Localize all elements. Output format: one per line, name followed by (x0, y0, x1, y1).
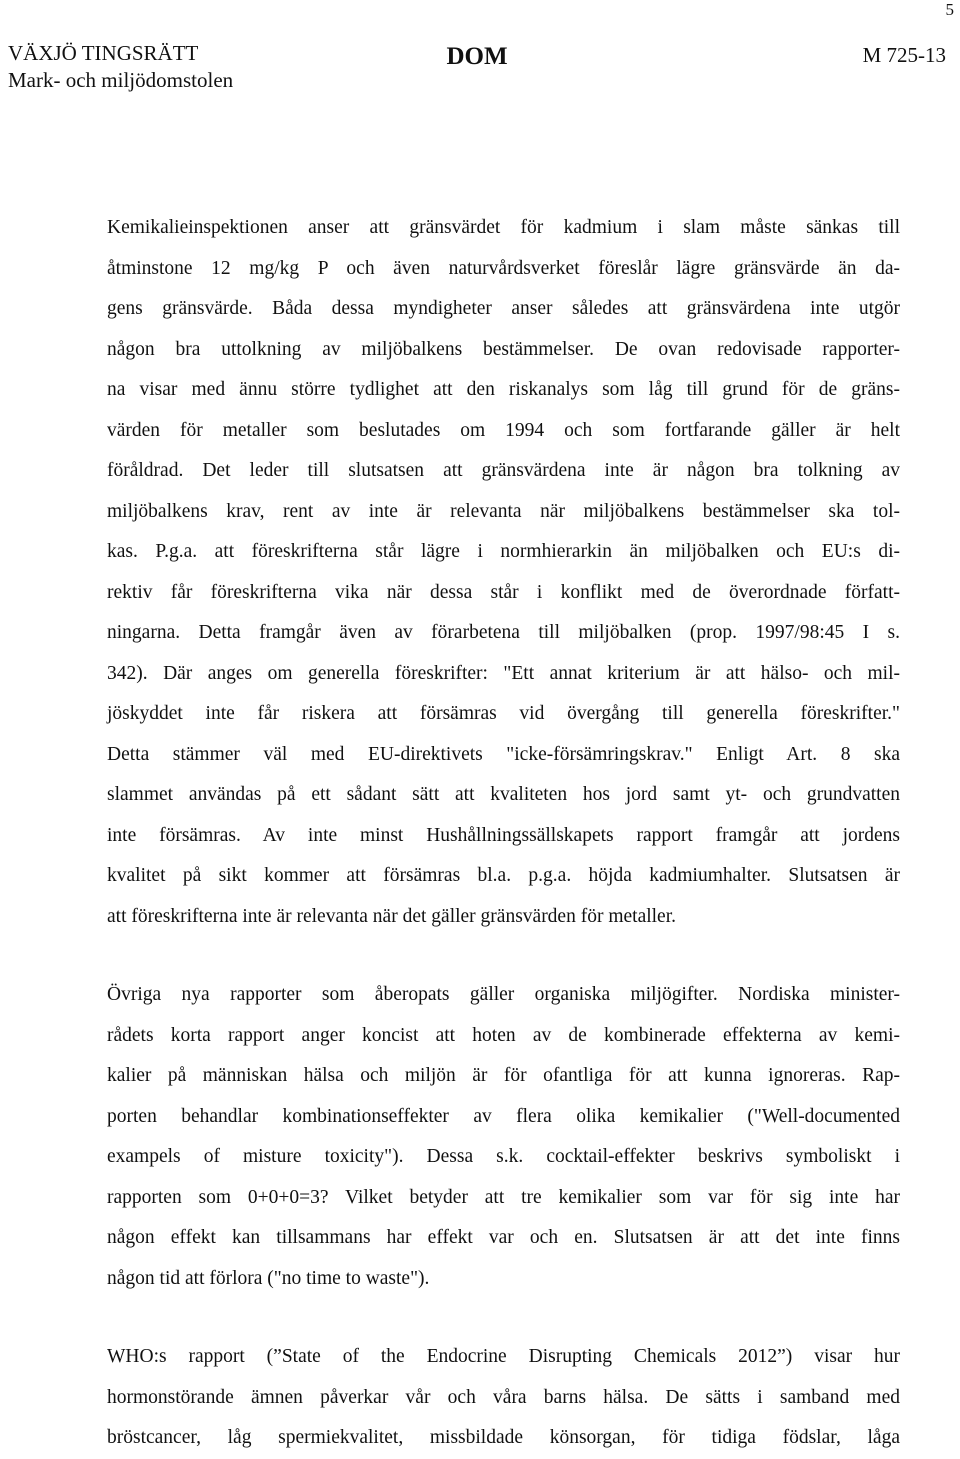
text-line: miljöbalkens krav, rent av inte är relevanta när miljöbalkens bestämmelser ska tol- (107, 500, 900, 522)
document-type: DOM (446, 43, 508, 70)
text-line: Detta stämmer väl med EU-direktivets "icke-försämringskrav." Enligt Art. 8 ska (107, 743, 900, 765)
text-line: någon tid att förlora ("no time to waste"). (107, 1267, 430, 1289)
text-line: WHO:s rapport (”State of the Endocrine Disrupting Chemicals 2012”) visar hur (107, 1346, 900, 1367)
text-line: kalier på människan hälsa och miljön är för ofantliga för att kunna ignoreras. Rap- (107, 1065, 900, 1086)
text-line: ningarna. Detta framgår även av förarbetena till miljöbalken (prop. 1997/98:45 I s. (107, 622, 900, 643)
text-line: rådets korta rapport anger koncist att hoten av de kombinerade effekterna av kemi- (107, 1024, 900, 1046)
case-number: M 725-13 (862, 43, 946, 67)
text-line: Övriga nya rapporter som åberopats gäller organiska miljögifter. Nordiska minister- (107, 984, 900, 1005)
text-line: na visar med ännu större tydlighet att den riskanalys som låg till grund för de gräns- (107, 379, 900, 400)
text-line: någon effekt kan tillsammans har effekt var och en. Slutsatsen är att det inte finns (107, 1227, 900, 1248)
text-line: slammet användas på ett sådant sätt att kvaliteten hos jord samt yt- och grundvatten (107, 784, 900, 805)
text-line: någon bra uttolkning av miljöbalkens bestämmelser. De ovan redovisade rapporter- (107, 338, 900, 360)
paragraph-1 (107, 208, 900, 937)
page-number: 5 (945, 0, 954, 19)
text-line: porten behandlar kombinationseffekter av flera olika kemikalier ("Well-documented (107, 1105, 900, 1127)
court-name: VÄXJÖ TINGSRÄTT (8, 41, 199, 65)
text-line: Kemikalieinspektionen anser att gränsvärdet för kadmium i slam måste sänkas till (107, 217, 900, 238)
text-line: föråldrad. Det leder till slutsatsen att gränsvärdena inte är någon bra tolkning av (107, 460, 900, 481)
text-line: gens gränsvärde. Båda dessa myndigheter anser således att gränsvärdena inte utgör (107, 298, 900, 319)
text-line: hormonstörande ämnen påverkar vår och våra barns hälsa. De sätts i samband med (107, 1386, 900, 1408)
court-division: Mark- och miljödomstolen (8, 68, 234, 92)
text-line: 342). Där anges om generella föreskrifter: "Ett annat kriterium är att hälso- och mil- (107, 662, 900, 684)
paragraph-2 (107, 975, 900, 1299)
document-header (8, 40, 946, 100)
paragraph-3 (107, 1337, 900, 1459)
text-line: jöskyddet inte får riskera att försämras vid övergång till generella föreskrifter." (107, 703, 900, 724)
text-line: bröstcancer, låg spermiekvalitet, missbildade könsorgan, för tidiga födslar, låga (107, 1427, 900, 1448)
text-line: värden för metaller som beslutades om 1994 och som fortfarande gäller är helt (107, 419, 900, 441)
text-line: åtminstone 12 mg/kg P och även naturvårdsverket föreslår lägre gränsvärde än da- (107, 257, 900, 279)
text-line: kas. P.g.a. att föreskrifterna står lägre i normhierarkin än miljöbalken och EU:s di- (107, 541, 900, 562)
text-line: att föreskrifterna inte är relevanta när det gäller gränsvärden för metaller. (107, 905, 677, 927)
text-line: rektiv får föreskrifterna vika när dessa står i konflikt med de överordnade författ- (107, 581, 900, 603)
text-line: kvalitet på sikt kommer att försämras bl.a. p.g.a. höjda kadmiumhalter. Slutsatsen är (107, 865, 900, 886)
text-line: exampels of misture toxicity"). Dessa s.k. cocktail-effekter beskrivs symboliskt i (107, 1146, 900, 1167)
text-line: inte försämras. Av inte minst Hushållningssällskapets rapport framgår att jordens (107, 824, 900, 846)
text-line: rapporten som 0+0+0=3? Vilket betyder att tre kemikalier som var för sig inte har (107, 1186, 900, 1208)
